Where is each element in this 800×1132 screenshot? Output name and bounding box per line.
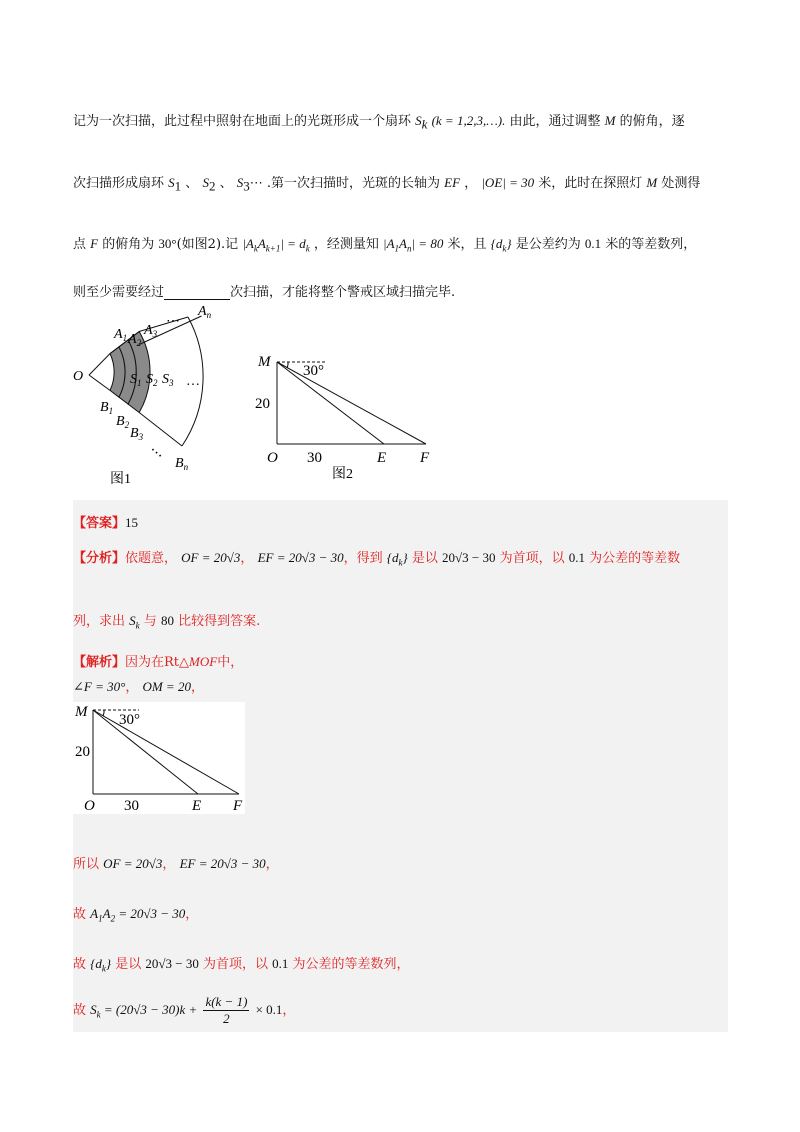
svg-text:O: O bbox=[84, 798, 95, 814]
svg-text:B2: $B_2$ bbox=[116, 414, 130, 430]
svg-text:S3: $S_3$ bbox=[162, 372, 174, 388]
svg-text:⋯: ⋯ bbox=[166, 314, 180, 329]
svg-text:30: 30 bbox=[124, 798, 139, 814]
fraction: $\frac{k(k - 1)}{2}$ bbox=[205, 994, 248, 1026]
svg-text:An: $A_n$ bbox=[198, 305, 212, 320]
svg-text:Bn: $B_n$ bbox=[175, 456, 189, 472]
svg-text:O: O bbox=[267, 450, 278, 466]
svg-text:30°: 30° bbox=[119, 712, 140, 728]
solution-line-5: 故 $\{d_k\}$ 是以 20√3 − 30 为首项，以 0.1 为公差的等差数列， bbox=[73, 956, 410, 974]
svg-text:A2: $A_2$ bbox=[128, 332, 142, 348]
svg-text:S1: $S_1$ bbox=[130, 372, 142, 388]
analysis-line-2: 列，求出 $S_k$ 与 80 比较得到答案. bbox=[73, 613, 261, 631]
solution-line-2: ∠F = 30°， OM = 20， bbox=[73, 679, 204, 695]
fig2-caption: 图2 bbox=[332, 467, 353, 480]
figure-2-solution bbox=[73, 702, 245, 814]
figure-1 bbox=[70, 305, 240, 490]
svg-text:B3: $B_3$ bbox=[130, 426, 144, 442]
svg-text:M: M bbox=[75, 704, 88, 720]
svg-text:S2: $S_2$ bbox=[146, 372, 158, 388]
svg-text:30°: 30° bbox=[303, 363, 324, 379]
svg-text:E: E bbox=[192, 798, 202, 814]
svg-text:30: 30 bbox=[307, 450, 322, 466]
svg-text:A1: $A_1$ bbox=[114, 327, 128, 343]
fig1-caption: 图1 bbox=[110, 472, 131, 487]
solution-line-6: 故 $S_k = (20√3 - 30)k$ + $\frac{k(k - 1)}{2}$ × 0.1， bbox=[73, 994, 296, 1026]
problem-line-2: 次扫描形成扇环 $S_1$ 、 $S_2$ 、 $S_3\cdots$ .第一次扫描时，光斑的长轴为 EF ， |OE| = 30 米，此时在探照灯 M 处测得 bbox=[73, 175, 701, 194]
answer-blank bbox=[164, 287, 230, 300]
svg-text:20: 20 bbox=[75, 744, 90, 760]
svg-text:E: E bbox=[377, 450, 387, 466]
svg-text:…: … bbox=[186, 374, 200, 389]
problem-line-4: 则至少需要经过 次扫描，才能将整个警戒区域扫描完毕. bbox=[73, 285, 456, 300]
answer-line: 【答案】15 bbox=[73, 515, 139, 531]
svg-text:F: F bbox=[233, 798, 243, 814]
solution-line-3: 所以 OF = 20√3， EF = 20√3 − 30， bbox=[73, 856, 279, 872]
solution-line-4: 故 $A_1A_2 = 20√3 - 30$， bbox=[73, 906, 199, 924]
analysis-line-1: 【分析】依题意， OF = 20√3， EF = 20√3 − 30，得到 $\{d_k\}$ 是以 20√3 − 30 为首项，以 0.1 为公差的等差数 bbox=[73, 550, 681, 568]
svg-text:F: F bbox=[420, 450, 430, 466]
problem-line-1: 记为一次扫描，此过程中照射在地面上的光斑形成一个扇环 $S_k$ (k = 1,2,3,…). 由此，通过调整 M 的俯角，逐 bbox=[73, 113, 685, 132]
svg-text:B1: $B_1$ bbox=[100, 400, 114, 416]
fig1-label-o: O bbox=[73, 369, 84, 384]
svg-text:⋯: ⋯ bbox=[145, 443, 167, 464]
problem-line-3: 点 F 的俯角为 30°(如图2).记 $|A_kA_{k+1}| = d_k$ ，经测量知 $|A_1A_n| = 80$ 米，且 $\{d_k\}$ 是公差约为 0.1 米的等差数列， bbox=[73, 236, 697, 254]
svg-text:20: 20 bbox=[255, 396, 270, 412]
svg-text:A3: $A_3$ bbox=[144, 323, 158, 339]
svg-text:M: M bbox=[258, 354, 271, 370]
figure-2 bbox=[250, 345, 445, 480]
solution-line-1: 【解析】因为在Rt△MOF中， bbox=[73, 654, 244, 670]
